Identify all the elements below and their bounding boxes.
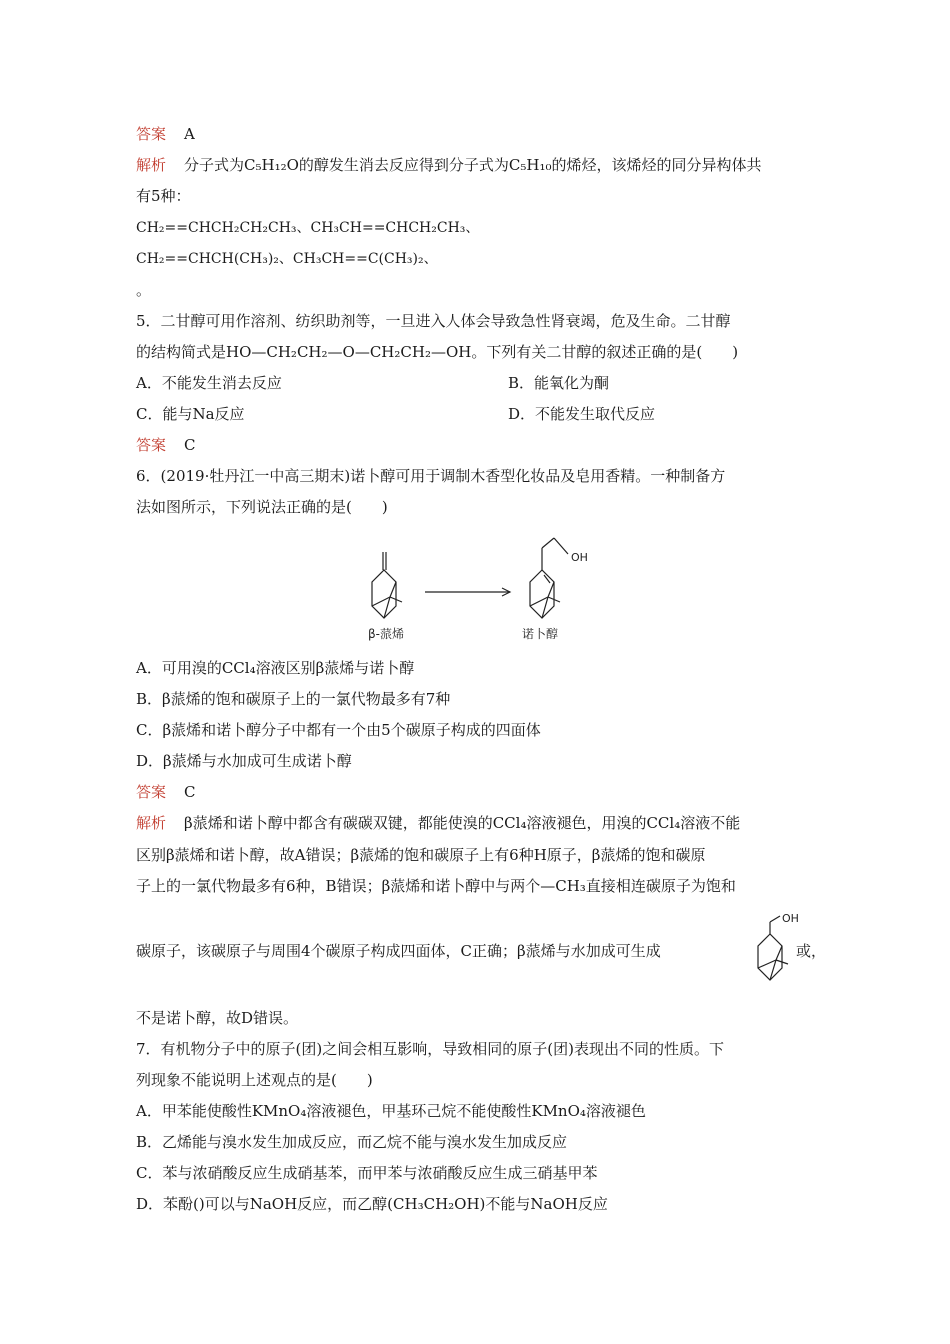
explanation-text: 或，: [796, 942, 827, 960]
explanation-tag: 解析: [136, 814, 167, 832]
formula-line: CH₂==CHCH₂CH₂CH₃、CH₃CH==CHCH₂CH₃、: [136, 220, 480, 236]
explanation-text: β蒎烯和诺卜醇中都含有碳碳双键，都能使溴的CCl₄溶液褪色，用溴的CCl₄溶液不能: [184, 814, 741, 832]
explanation-text: 不是诺卜醇，故D错误。: [136, 1009, 299, 1027]
answer-value: C: [184, 783, 196, 801]
answer-value: C: [184, 436, 196, 454]
explanation-tag: 解析: [136, 156, 167, 174]
option-b: B．乙烯能与溴水发生加成反应，而乙烷不能与溴水发生加成反应: [136, 1133, 568, 1151]
explanation-text: 区别β蒎烯和诺卜醇，故A错误；β蒎烯的饱和碳原子上有6种H原子，β蒎烯的饱和碳原: [136, 846, 706, 864]
question-7-stem: 列现象不能说明上述观点的是( ): [136, 1071, 373, 1089]
question-5-stem: 的结构简式是HO—CH₂CH₂—O—CH₂CH₂—OH。下列有关二甘醇的叙述正确的是( ): [136, 343, 739, 361]
answer-line: [136, 124, 195, 144]
question-5-stem: 5．二甘醇可用作溶剂、纺织助剂等，一旦进入人体会导致急性肾衰竭，危及生命。二甘醇: [136, 312, 731, 330]
explanation-line: [136, 155, 762, 175]
option-b: B．能氧化为酮: [508, 374, 610, 392]
answer-line: [136, 782, 196, 802]
formula-line: 。: [136, 281, 152, 299]
reactant-label: β-蒎烯: [368, 627, 404, 641]
option-a: A．可用溴的CCl₄溶液区别β蒎烯与诺卜醇: [136, 659, 415, 677]
option-d: D．不能发生取代反应: [508, 405, 656, 423]
answer-tag: 答案: [136, 783, 167, 801]
answer-value: A: [184, 125, 195, 143]
option-a: A．不能发生消去反应: [136, 374, 282, 392]
answer-tag: 答案: [136, 125, 167, 143]
explanation-text: 分子式为C₅H₁₂O的醇发生消去反应得到分子式为C₅H₁₀的烯烃，该烯烃的同分异构体共: [184, 156, 762, 174]
answer-line: [136, 435, 196, 455]
option-b: B．β蒎烯的饱和碳原子上的一氯代物最多有7种: [136, 690, 451, 708]
explanation-text: 有5种：: [136, 187, 191, 205]
explanation-line: [136, 813, 740, 833]
product-label: 诺卜醇: [522, 627, 559, 641]
reaction-diagram: [350, 530, 650, 648]
reaction-arrow: [425, 588, 510, 596]
formula-line: CH₂==CHCH(CH₃)₂、CH₃CH==C(CH₃)₂、: [136, 251, 438, 267]
option-c: C．苯与浓硝酸反应生成硝基苯，而甲苯与浓硝酸反应生成三硝基甲苯: [136, 1164, 598, 1182]
option-d: D．苯酚()可以与NaOH反应，而乙醇(CH₃CH₂OH)不能与NaOH反应: [136, 1195, 608, 1213]
answer-tag: 答案: [136, 436, 167, 454]
option-d: D．β蒎烯与水加成可生成诺卜醇: [136, 752, 352, 770]
oh-label: OH: [782, 912, 799, 925]
nopol-structure: [530, 538, 568, 618]
question-6-stem: 法如图所示，下列说法正确的是( ): [136, 498, 388, 516]
beta-pinene-structure: [372, 552, 402, 618]
question-7-stem: 7．有机物分子中的原子(团)之间会相互影响，导致相同的原子(团)表现出不同的性质。下: [136, 1040, 724, 1058]
oh-label: OH: [571, 551, 588, 564]
explanation-text: 子上的一氯代物最多有6种，B错误；β蒎烯和诺卜醇中与两个—CH₃直接相连碳原子为饱和: [136, 877, 736, 895]
option-c: C．β蒎烯和诺卜醇分子中都有一个由5个碳原子构成的四面体: [136, 721, 541, 739]
explanation-text: 碳原子，该碳原子与周围4个碳原子构成四面体，C正确；β蒎烯与水加成可生成: [136, 942, 661, 960]
option-c: C．能与Na反应: [136, 405, 245, 423]
option-a: A．甲苯能使酸性KMnO₄溶液褪色，甲基环己烷不能使酸性KMnO₄溶液褪色: [136, 1102, 646, 1120]
question-6-stem: 6．(2019·牡丹江一中高三期末)诺卜醇可用于调制木香型化妆品及皂用香精。一种制备方: [136, 467, 726, 485]
